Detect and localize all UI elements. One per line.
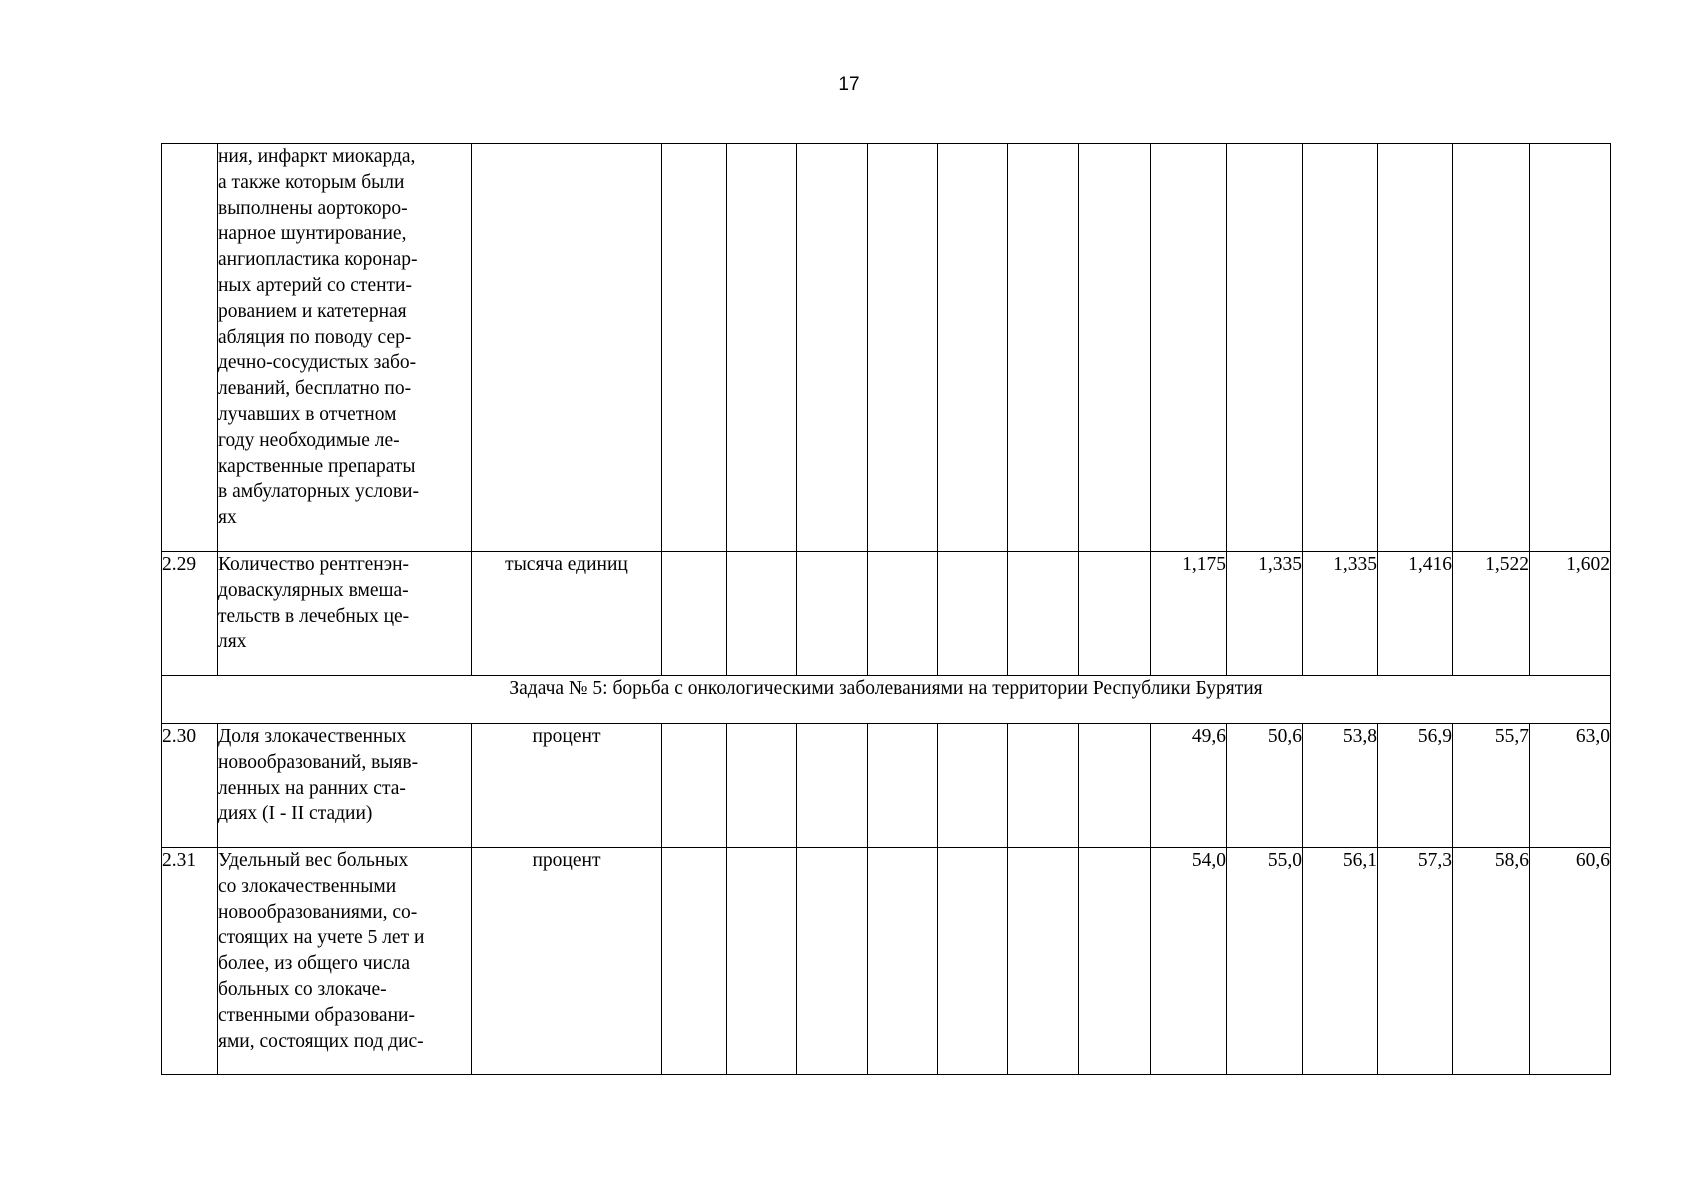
empty-cell — [1079, 144, 1151, 552]
value-cell: 60,6 — [1530, 848, 1611, 1075]
unit-cell: процент — [472, 724, 662, 848]
row-number-cell: 2.31 — [162, 848, 218, 1075]
row-number-cell: 2.30 — [162, 724, 218, 848]
indicator-name-line: ангиопластика коронар- — [218, 249, 418, 271]
value-cell: 56,9 — [1378, 724, 1453, 848]
empty-cell — [1227, 144, 1303, 552]
empty-cell — [727, 144, 797, 552]
indicator-name-cell — [218, 552, 472, 676]
empty-cell — [868, 848, 938, 1075]
empty-cell — [1008, 552, 1079, 676]
value-cell: 1,175 — [1151, 552, 1227, 676]
indicator-name-line: карственные препараты — [218, 455, 416, 477]
indicators-table — [161, 143, 1611, 1075]
empty-cell — [727, 552, 797, 676]
indicator-name-line: ных артерий со стенти- — [218, 274, 412, 296]
empty-cell — [1378, 144, 1453, 552]
value-cell: 55,0 — [1227, 848, 1303, 1075]
indicator-name-cell — [218, 144, 472, 552]
table-row-2-29 — [162, 552, 1611, 676]
indicator-name-line: лучавших в отчетном — [218, 403, 397, 425]
task-heading: Задача № 5: борьба с онкологическими заболеваниями на территории Республики Бурятия — [162, 676, 1611, 724]
indicator-name-line: со злокачественными — [218, 875, 397, 897]
empty-cell — [662, 848, 727, 1075]
empty-cell — [1008, 144, 1079, 552]
indicator-name-line: дечно-сосудистых забо- — [218, 352, 417, 374]
empty-cell — [938, 724, 1008, 848]
table-row-2-30 — [162, 724, 1611, 848]
empty-cell — [1008, 848, 1079, 1075]
indicator-name-line: ях — [218, 507, 237, 529]
indicator-name-line: ленных на ранних ста- — [218, 777, 406, 799]
empty-cell — [797, 552, 868, 676]
value-cell: 1,335 — [1227, 552, 1303, 676]
indicator-name-line: стоящих на учете 5 лет и — [218, 927, 425, 949]
page-number: 17 — [838, 74, 860, 95]
value-cell: 1,335 — [1303, 552, 1378, 676]
value-cell: 54,0 — [1151, 848, 1227, 1075]
indicator-name-line: лях — [218, 631, 247, 653]
empty-cell — [1530, 144, 1611, 552]
indicator-name-line: новообразованиями, со- — [218, 901, 418, 923]
indicator-name-line: более, из общего числа — [218, 953, 410, 975]
indicator-name-line: нарное шунтирование, — [218, 223, 407, 245]
indicator-name-cell — [218, 724, 472, 848]
indicator-name-line: Доля злокачественных — [218, 726, 407, 747]
indicator-name-line: а также которым были — [218, 171, 405, 193]
indicator-name-line: выполнены аортокоро- — [218, 197, 408, 219]
unit-cell — [472, 144, 662, 552]
value-cell: 53,8 — [1303, 724, 1378, 848]
indicator-name-line: Количество рентгенэн- — [218, 554, 410, 575]
empty-cell — [797, 144, 868, 552]
indicator-name-line: ями, состоящих под дис- — [218, 1030, 424, 1052]
indicator-name-line: леваний, бесплатно по- — [218, 378, 412, 400]
row-number-cell: 2.29 — [162, 552, 218, 676]
indicator-name-line: новообразований, выяв- — [218, 751, 419, 773]
empty-cell — [1303, 144, 1378, 552]
value-cell: 57,3 — [1378, 848, 1453, 1075]
unit-cell: тысяча единиц — [472, 552, 662, 676]
empty-cell — [1079, 848, 1151, 1075]
empty-cell — [1079, 724, 1151, 848]
empty-cell — [727, 724, 797, 848]
empty-cell — [662, 552, 727, 676]
indicator-name-line: Удельный вес больных — [218, 850, 409, 871]
empty-cell — [1453, 144, 1530, 552]
empty-cell — [938, 552, 1008, 676]
value-cell: 1,602 — [1530, 552, 1611, 676]
empty-cell — [938, 848, 1008, 1075]
empty-cell — [938, 144, 1008, 552]
empty-cell — [868, 144, 938, 552]
empty-cell — [727, 848, 797, 1075]
value-cell: 58,6 — [1453, 848, 1530, 1075]
empty-cell — [662, 724, 727, 848]
indicator-name-line: рованием и катетерная — [218, 300, 407, 322]
empty-cell — [1151, 144, 1227, 552]
table-row-continuation — [162, 144, 1611, 552]
value-cell: 56,1 — [1303, 848, 1378, 1075]
indicator-name-line: в амбулаторных услови- — [218, 481, 419, 503]
indicator-name-line: абляция по поводу сер- — [218, 326, 412, 348]
indicator-name-line: тельств в лечебных це- — [218, 605, 410, 627]
empty-cell — [797, 724, 868, 848]
empty-cell — [1008, 724, 1079, 848]
row-number-cell — [162, 144, 218, 552]
empty-cell — [868, 552, 938, 676]
unit-cell: процент — [472, 848, 662, 1075]
value-cell: 49,6 — [1151, 724, 1227, 848]
empty-cell — [868, 724, 938, 848]
value-cell: 50,6 — [1227, 724, 1303, 848]
indicator-name-line: году необходимые ле- — [218, 429, 400, 451]
value-cell: 63,0 — [1530, 724, 1611, 848]
indicator-name-line: доваскулярных вмеша- — [218, 579, 409, 601]
empty-cell — [662, 144, 727, 552]
value-cell: 1,522 — [1453, 552, 1530, 676]
table-row-2-31 — [162, 848, 1611, 1075]
indicator-name-line: ственными образовани- — [218, 1004, 415, 1026]
value-cell: 1,416 — [1378, 552, 1453, 676]
indicator-name-line: ния, инфаркт миокарда, — [218, 146, 416, 167]
value-cell: 55,7 — [1453, 724, 1530, 848]
indicator-name-cell — [218, 848, 472, 1075]
indicator-name-line: больных со злокаче- — [218, 978, 387, 1000]
indicator-name-line: диях (I - II стадии) — [218, 803, 373, 825]
empty-cell — [1079, 552, 1151, 676]
empty-cell — [797, 848, 868, 1075]
task-heading-row — [162, 676, 1611, 724]
